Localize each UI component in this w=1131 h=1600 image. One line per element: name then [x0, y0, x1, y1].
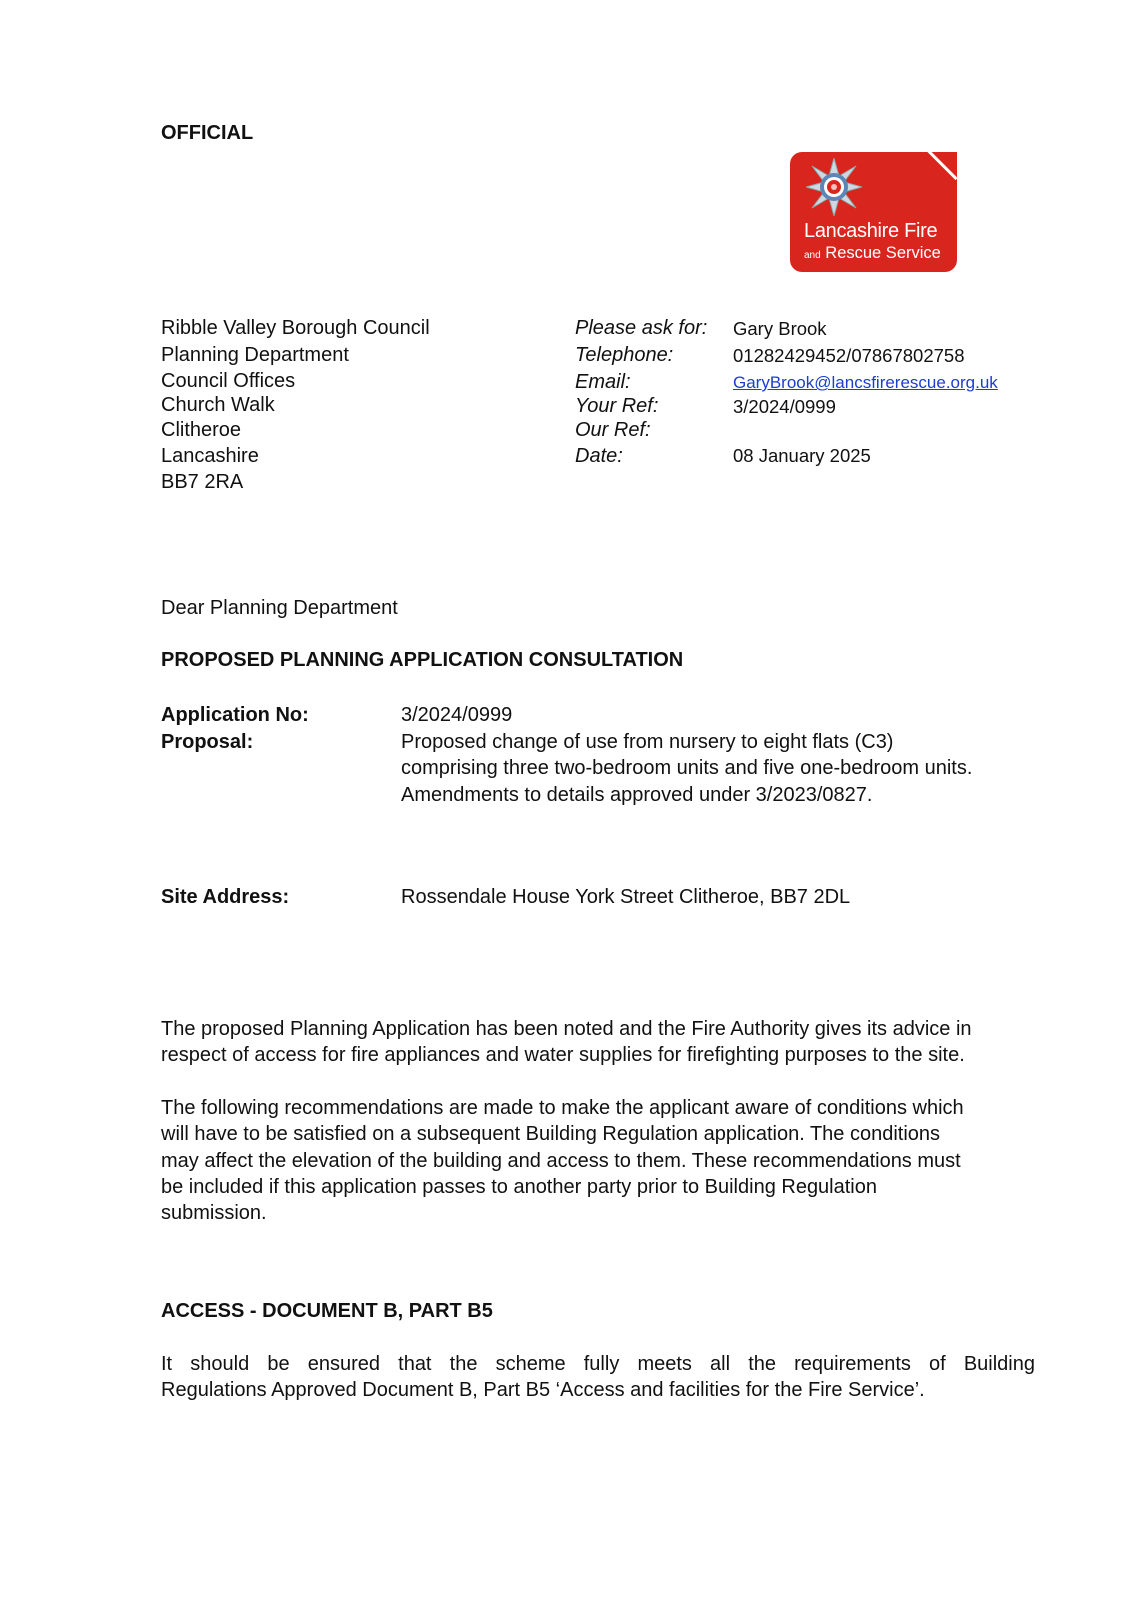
proposal-text: Proposed change of use from nursery to eight flats (C3) comprising three two-bedroom units and five one-bedroom units. Amendments to details approved under 3/2023/0827. [401, 731, 973, 806]
ask-for-label: Please ask for: [575, 317, 708, 339]
address-line: Clitheroe [161, 419, 242, 441]
our-ref-label: Our Ref: [575, 419, 651, 441]
proposal-label: Proposal: [161, 731, 254, 753]
address-line: Church Walk [161, 394, 275, 416]
address-line: Lancashire [161, 445, 259, 467]
address-line: Planning Department [161, 344, 349, 366]
telephone-value: 01282429452/07867802758 [733, 345, 965, 366]
consultation-heading: PROPOSED PLANNING APPLICATION CONSULTATION [161, 649, 684, 671]
logo-text-line2: and Rescue Service [804, 244, 941, 262]
site-address-label: Site Address: [161, 886, 290, 908]
paragraph-advice: The proposed Planning Application has been noted and the Fire Authority gives its advice in respect of access for fire appliances and water supplies for firefighting purposes to the site. [161, 1018, 972, 1067]
application-no-value: 3/2024/0999 [401, 704, 513, 726]
site-address-value: Rossendale House York Street Clitheroe, BB7 2DL [401, 886, 851, 908]
email-link[interactable]: GaryBrook@lancsfirerescue.org.uk [733, 373, 998, 392]
address-line: Ribble Valley Borough Council [161, 317, 430, 339]
application-no-label: Application No: [161, 704, 309, 726]
classification-label: OFFICIAL [161, 122, 254, 144]
paragraph-recommendations: The following recommendations are made to make the applicant aware of conditions which will have to be satisfied on a subsequent Building Regulation application. The conditions may affect the elevation of the building and access to them. These recommendations must be included if this application passes to another party prior to Building Regulation submission. [161, 1097, 964, 1225]
address-line: Council Offices [161, 370, 296, 392]
ask-for-value: Gary Brook [733, 318, 827, 339]
telephone-label: Telephone: [575, 344, 674, 366]
email-label: Email: [575, 371, 631, 393]
access-heading: ACCESS - DOCUMENT B, PART B5 [161, 1300, 493, 1322]
your-ref-label: Your Ref: [575, 395, 659, 417]
date-value: 08 January 2025 [733, 445, 871, 466]
fire-service-crest-icon [806, 158, 862, 216]
logo-text-line1: Lancashire Fire [804, 220, 938, 242]
lancashire-fire-rescue-logo [790, 152, 957, 272]
date-label: Date: [575, 445, 623, 467]
address-line: BB7 2RA [161, 471, 244, 493]
salutation: Dear Planning Department [161, 597, 398, 619]
paragraph-access: It should be ensured that the scheme fully meets all the requirements of Building Regulations Approved Document B, Part B5 ‘Access and facilities for the Fire Service’. [161, 1353, 1035, 1402]
your-ref-value: 3/2024/0999 [733, 396, 836, 417]
